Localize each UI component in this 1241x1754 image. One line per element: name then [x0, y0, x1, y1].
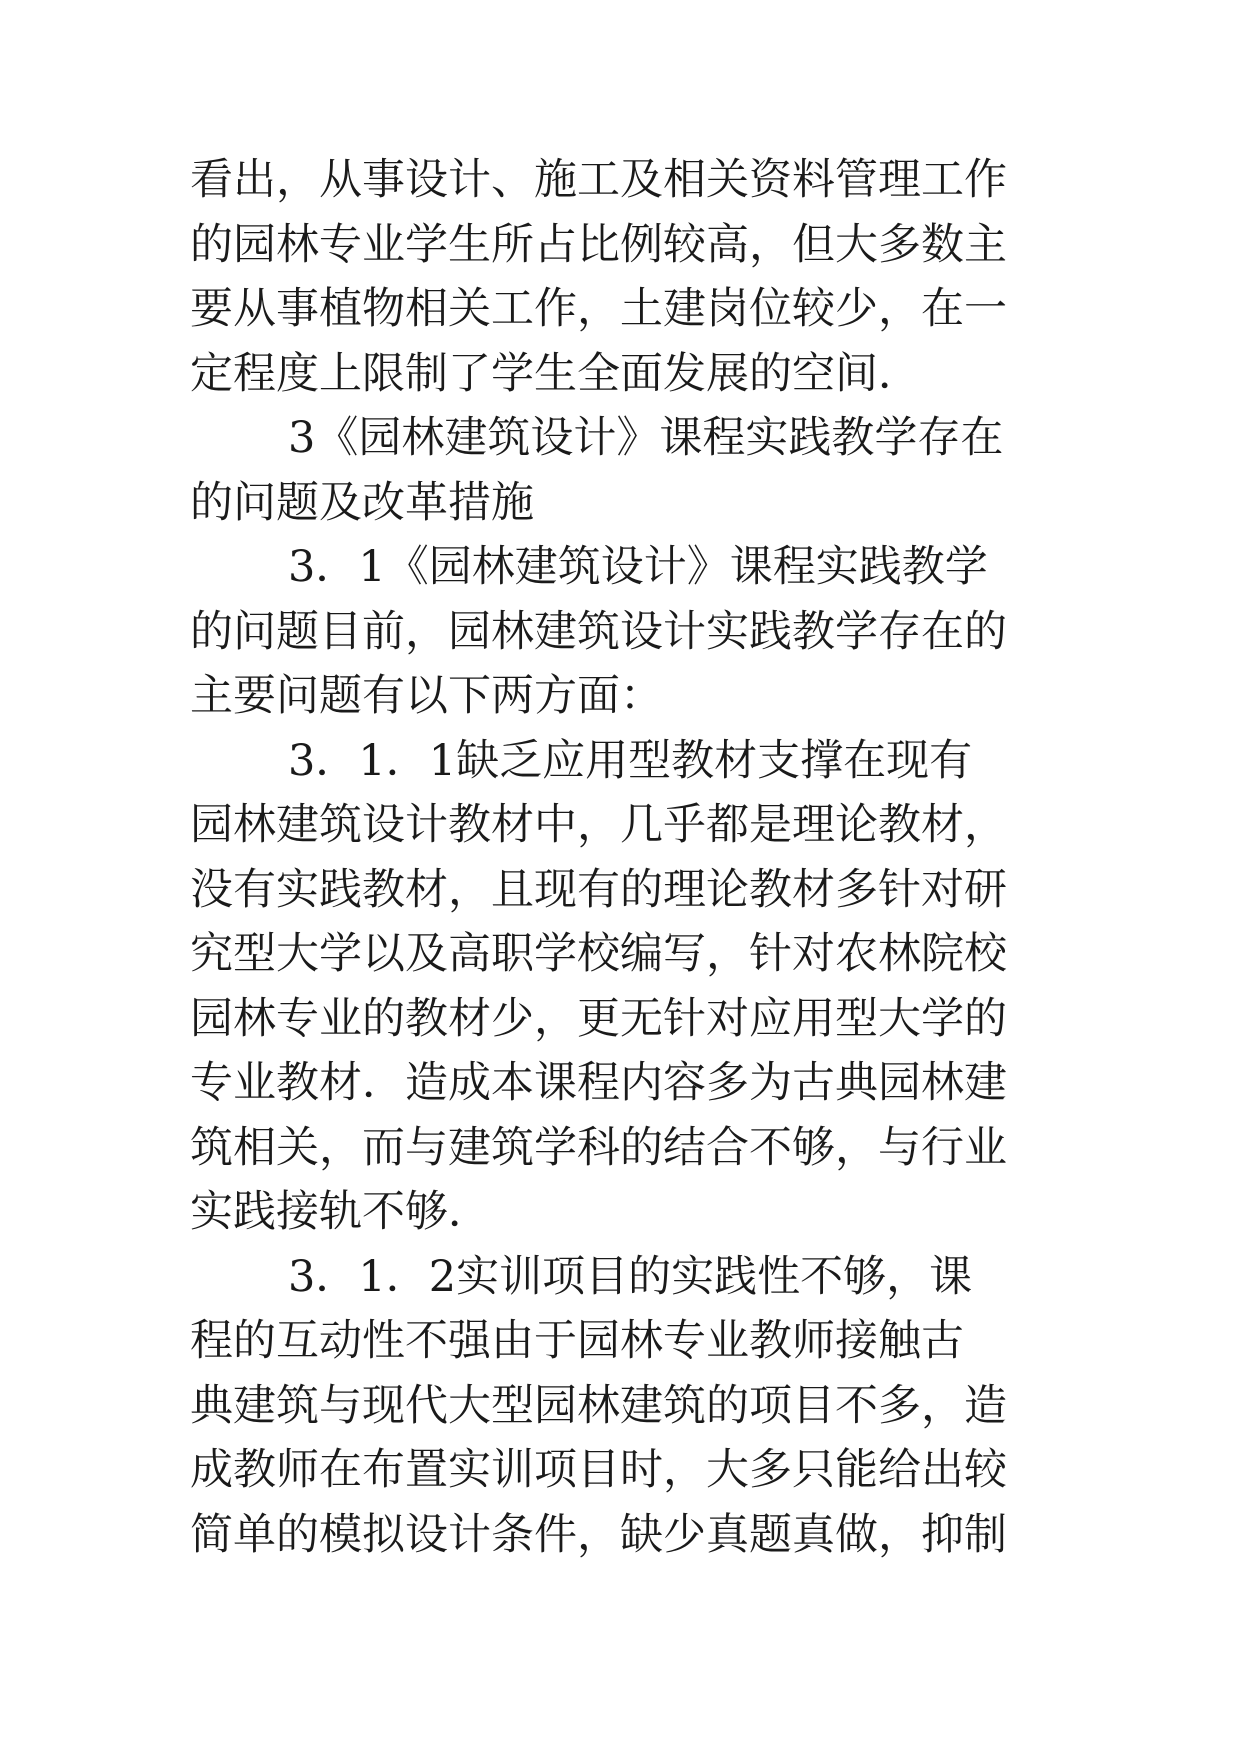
- text-line: 的园林专业学生所占比例较高，但大多数主: [190, 219, 1007, 270]
- text-line: 究型大学以及高职学校编写，针对农林院校: [190, 929, 1007, 979]
- text-line: 园林建筑设计教材中，几乎都是理论教材，: [190, 800, 1007, 850]
- body-text: [190, 148, 1070, 1567]
- text-line: 园林专业的教材少，更无针对应用型大学的: [190, 993, 1007, 1044]
- text-line: 筑相关，而与建筑学科的结合不够，与行业: [190, 1122, 1007, 1173]
- subsubsection-heading-line: 3．1．1缺乏应用型教材支撑在现有: [288, 735, 973, 786]
- text-line: 简单的模拟设计条件，缺少真题真做，抑制: [190, 1509, 1007, 1560]
- text-line: 的问题目前，园林建筑设计实践教学存在的: [190, 606, 1007, 657]
- text-line: 程的互动性不强由于园林专业教师接触古: [190, 1316, 964, 1366]
- text-line: 实践接轨不够．: [190, 1187, 491, 1237]
- text-line: 看出，从事设计、施工及相关资料管理工作: [190, 155, 1007, 205]
- text-line: 没有实践教材，且现有的理论教材多针对研: [190, 864, 1007, 915]
- text-line: 典建筑与现代大型园林建筑的项目不多，造: [190, 1380, 1007, 1431]
- section-heading-line: 3《园林建筑设计》课程实践教学存在: [288, 413, 1004, 463]
- text-line: 专业教材．造成本课程内容多为古典园林建: [190, 1058, 1007, 1108]
- text-line: 定程度上限制了学生全面发展的空间．: [190, 348, 921, 399]
- text-line: 的问题及改革措施: [190, 477, 534, 528]
- text-line: 主要问题有以下两方面：: [190, 671, 663, 721]
- subsubsection-heading-line: 3．1．2实训项目的实践性不够，课: [288, 1251, 973, 1302]
- text-line: 要从事植物相关工作，土建岗位较少，在一: [190, 284, 1007, 334]
- text-line: 成教师在布置实训项目时，大多只能给出较: [190, 1445, 1007, 1495]
- subsection-heading-line: 3．1《园林建筑设计》课程实践教学: [288, 542, 988, 592]
